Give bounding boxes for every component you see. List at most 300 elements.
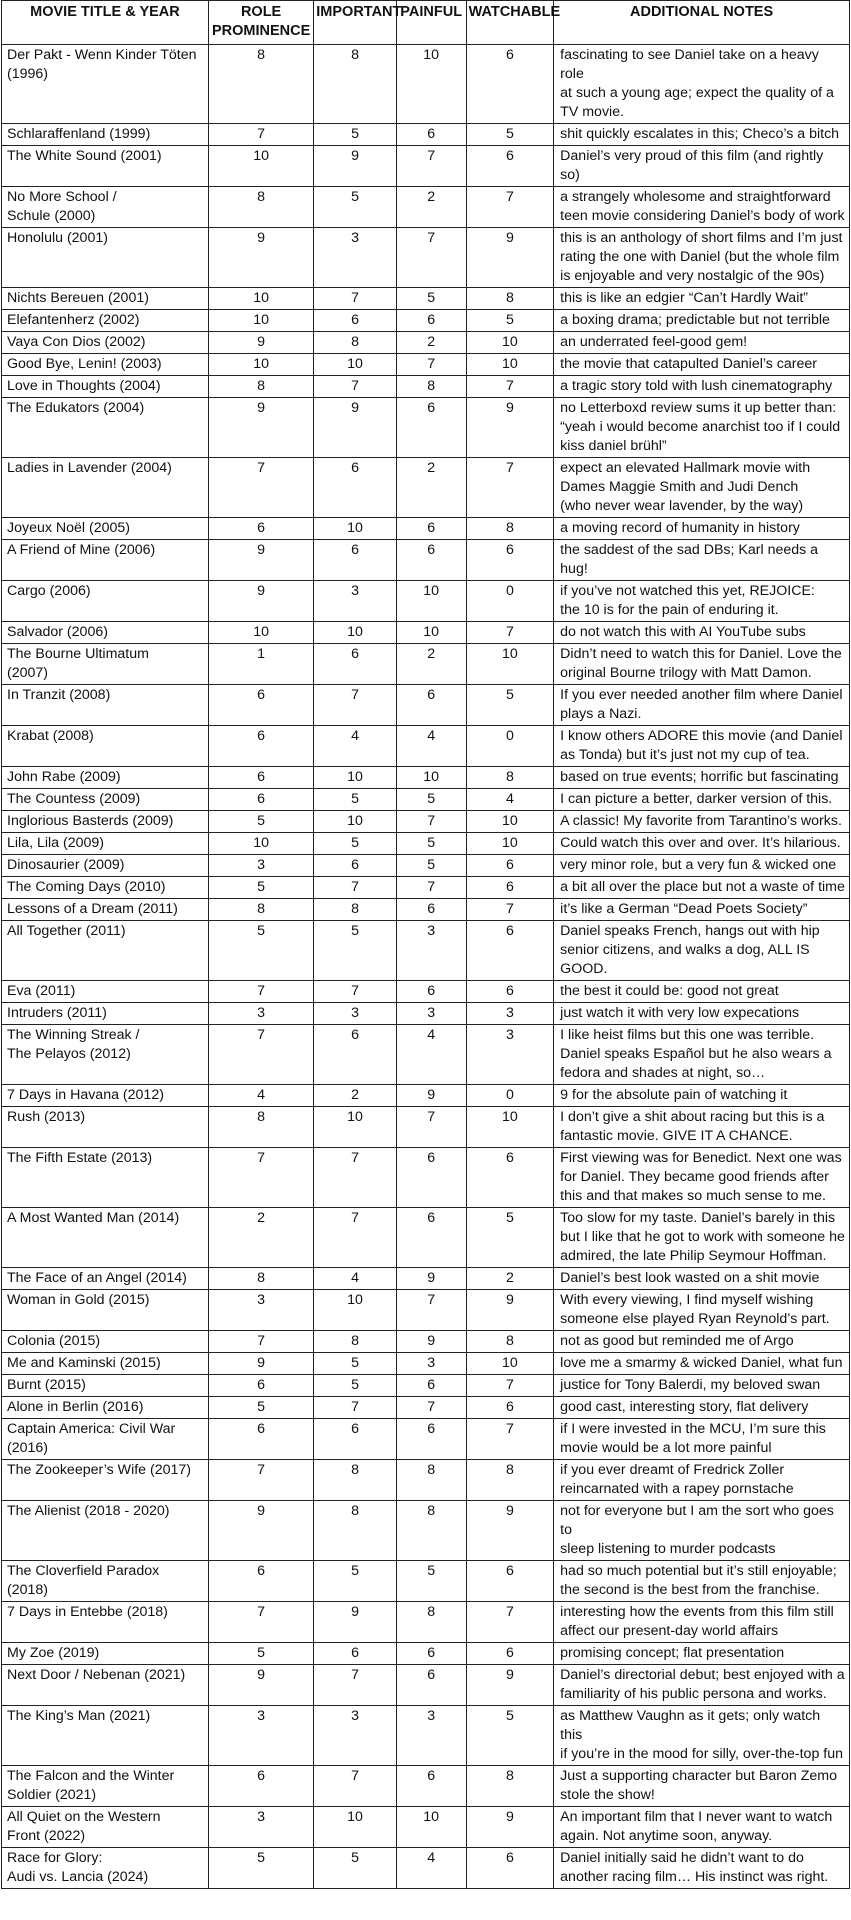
role-prominence-cell-text: 8 bbox=[257, 1270, 266, 1286]
painful-cell-text: 7 bbox=[427, 1109, 436, 1125]
role-prominence-cell-text: 3 bbox=[257, 857, 266, 873]
header-role-prominence: ROLE PROMINENCE bbox=[208, 1, 313, 45]
role-prominence-cell-text: 6 bbox=[257, 687, 266, 703]
notes-cell-text: just watch it with very low expecations bbox=[560, 1005, 800, 1021]
watchable-cell-text: 5 bbox=[505, 1708, 514, 1724]
movie-title-cell bbox=[2, 1848, 209, 1889]
table-row bbox=[2, 1807, 850, 1848]
important-cell-text: 10 bbox=[347, 1292, 363, 1308]
role-prominence-cell bbox=[208, 146, 313, 187]
role-prominence-cell bbox=[208, 288, 313, 310]
table-row bbox=[2, 288, 850, 310]
important-cell bbox=[314, 1706, 397, 1766]
notes-cell bbox=[554, 288, 850, 310]
important-cell-text: 8 bbox=[351, 47, 359, 63]
important-cell-text: 5 bbox=[351, 1850, 359, 1866]
movie-title-cell-text: Next Door / Nebenan (2021) bbox=[7, 1667, 186, 1683]
painful-cell-text: 10 bbox=[423, 583, 440, 599]
watchable-cell-text: 10 bbox=[501, 334, 518, 350]
painful-cell-text: 9 bbox=[427, 1333, 436, 1349]
important-cell bbox=[314, 1085, 397, 1107]
important-cell bbox=[314, 1331, 397, 1353]
important-cell bbox=[314, 288, 397, 310]
watchable-cell-text: 6 bbox=[505, 879, 514, 895]
role-prominence-cell bbox=[208, 376, 313, 398]
role-prominence-cell bbox=[208, 1706, 313, 1766]
notes-cell-text: Could watch this over and over. It’s hilarious. bbox=[560, 835, 841, 851]
watchable-cell-text: 9 bbox=[505, 400, 514, 416]
watchable-cell bbox=[466, 1208, 554, 1268]
notes-cell-text: good cast, interesting story, flat delivery bbox=[560, 1399, 809, 1415]
notes-cell bbox=[554, 1268, 850, 1290]
notes-cell bbox=[554, 899, 850, 921]
movie-title-cell-text: Honolulu (2001) bbox=[7, 230, 108, 246]
watchable-cell bbox=[466, 1331, 554, 1353]
movie-title-cell bbox=[2, 1375, 209, 1397]
painful-cell bbox=[396, 1290, 466, 1331]
painful-cell bbox=[396, 1460, 466, 1501]
role-prominence-cell-text: 8 bbox=[257, 1109, 266, 1125]
movie-title-cell bbox=[2, 1460, 209, 1501]
header-watchable: WATCHABLE bbox=[466, 1, 554, 45]
painful-cell bbox=[396, 310, 466, 332]
important-cell bbox=[314, 726, 397, 767]
notes-cell bbox=[554, 1419, 850, 1460]
painful-cell bbox=[396, 726, 466, 767]
movie-title-cell-text: The Countess (2009) bbox=[7, 791, 141, 807]
notes-cell-text: as Matthew Vaughn as it gets; only watch this if you’re in the mood for silly, over-the-top fun bbox=[560, 1708, 843, 1762]
painful-cell-text: 7 bbox=[427, 1399, 436, 1415]
notes-cell bbox=[554, 1460, 850, 1501]
watchable-cell bbox=[466, 228, 554, 288]
painful-cell-text: 6 bbox=[427, 1377, 436, 1393]
important-cell bbox=[314, 921, 397, 981]
table-row bbox=[2, 789, 850, 811]
painful-cell bbox=[396, 1148, 466, 1208]
watchable-cell-text: 6 bbox=[505, 857, 514, 873]
movie-title-cell bbox=[2, 685, 209, 726]
header-row bbox=[2, 1, 850, 45]
important-cell-text: 7 bbox=[351, 983, 359, 999]
movie-title-cell bbox=[2, 540, 209, 581]
watchable-cell bbox=[466, 1460, 554, 1501]
important-cell-text: 10 bbox=[347, 1809, 363, 1825]
painful-cell-text: 6 bbox=[427, 1210, 436, 1226]
role-prominence-cell-text: 6 bbox=[257, 1421, 266, 1437]
role-prominence-cell-text: 9 bbox=[257, 334, 266, 350]
movie-title-cell bbox=[2, 581, 209, 622]
painful-cell bbox=[396, 685, 466, 726]
movie-title-cell-text: Woman in Gold (2015) bbox=[7, 1292, 150, 1308]
painful-cell-text: 7 bbox=[427, 1292, 436, 1308]
movie-title-cell bbox=[2, 726, 209, 767]
important-cell-text: 6 bbox=[351, 460, 359, 476]
table-row bbox=[2, 1397, 850, 1419]
watchable-cell-text: 7 bbox=[505, 901, 514, 917]
important-cell-text: 6 bbox=[351, 542, 359, 558]
movie-title-cell-text: Alone in Berlin (2016) bbox=[7, 1399, 144, 1415]
watchable-cell-text: 3 bbox=[505, 1027, 514, 1043]
painful-cell bbox=[396, 228, 466, 288]
movie-title-cell-text: Elefantenherz (2002) bbox=[7, 312, 140, 328]
movie-title-cell bbox=[2, 1665, 209, 1706]
watchable-cell-text: 2 bbox=[505, 1270, 514, 1286]
painful-cell-text: 4 bbox=[427, 728, 436, 744]
painful-cell bbox=[396, 833, 466, 855]
painful-cell bbox=[396, 1807, 466, 1848]
watchable-cell bbox=[466, 1268, 554, 1290]
role-prominence-cell bbox=[208, 581, 313, 622]
important-cell-text: 7 bbox=[351, 378, 359, 394]
painful-cell-text: 4 bbox=[427, 1850, 436, 1866]
role-prominence-cell bbox=[208, 855, 313, 877]
role-prominence-cell-text: 1 bbox=[257, 646, 266, 662]
painful-cell-text: 2 bbox=[427, 189, 436, 205]
table-row bbox=[2, 1460, 850, 1501]
header-painful: PAINFUL bbox=[396, 1, 466, 45]
important-cell bbox=[314, 540, 397, 581]
important-cell-text: 4 bbox=[351, 728, 359, 744]
notes-cell bbox=[554, 45, 850, 124]
watchable-cell bbox=[466, 811, 554, 833]
important-cell bbox=[314, 1643, 397, 1665]
painful-cell-text: 8 bbox=[427, 1462, 436, 1478]
important-cell-text: 2 bbox=[351, 1087, 359, 1103]
movie-title-cell bbox=[2, 376, 209, 398]
painful-cell bbox=[396, 1602, 466, 1643]
important-cell-text: 5 bbox=[351, 1377, 359, 1393]
watchable-cell-text: 10 bbox=[501, 356, 518, 372]
important-cell bbox=[314, 1353, 397, 1375]
movie-title-cell bbox=[2, 789, 209, 811]
painful-cell bbox=[396, 1375, 466, 1397]
movie-title-cell bbox=[2, 1766, 209, 1807]
notes-cell-text: shit quickly escalates in this; Checo’s a bitch bbox=[560, 126, 840, 142]
important-cell bbox=[314, 1268, 397, 1290]
important-cell bbox=[314, 1848, 397, 1889]
table-row bbox=[2, 1375, 850, 1397]
painful-cell bbox=[396, 124, 466, 146]
movie-title-cell-text: Intruders (2011) bbox=[7, 1005, 107, 1021]
notes-cell bbox=[554, 1085, 850, 1107]
notes-cell-text: the movie that catapulted Daniel’s career bbox=[560, 356, 818, 372]
watchable-cell bbox=[466, 398, 554, 458]
movie-title-cell bbox=[2, 1268, 209, 1290]
important-cell-text: 8 bbox=[351, 901, 359, 917]
movie-title-cell-text: All Quiet on the Western Front (2022) bbox=[7, 1809, 161, 1844]
role-prominence-cell bbox=[208, 1501, 313, 1561]
watchable-cell-text: 6 bbox=[505, 1399, 514, 1415]
notes-cell-text: it’s like a German “Dead Poets Society” bbox=[560, 901, 808, 917]
important-cell bbox=[314, 1375, 397, 1397]
notes-cell-text: I don’t give a shit about racing but this is a fantastic movie. GIVE IT A CHANCE. bbox=[560, 1109, 825, 1144]
table-row bbox=[2, 1848, 850, 1889]
movie-title-cell bbox=[2, 1025, 209, 1085]
movie-title-cell bbox=[2, 1353, 209, 1375]
watchable-cell bbox=[466, 1643, 554, 1665]
important-cell bbox=[314, 622, 397, 644]
notes-cell-text: a boxing drama; predictable but not terrible bbox=[560, 312, 830, 328]
movie-title-cell-text: 7 Days in Entebbe (2018) bbox=[7, 1604, 168, 1620]
important-cell-text: 10 bbox=[347, 624, 363, 640]
important-cell bbox=[314, 899, 397, 921]
painful-cell-text: 4 bbox=[427, 1027, 436, 1043]
watchable-cell-text: 7 bbox=[505, 189, 514, 205]
table-row bbox=[2, 726, 850, 767]
important-cell bbox=[314, 644, 397, 685]
movie-title-cell-text: Dinosaurier (2009) bbox=[7, 857, 125, 873]
painful-cell-text: 6 bbox=[427, 1667, 436, 1683]
notes-cell-text: this is like an edgier “Can’t Hardly Wait” bbox=[560, 290, 809, 306]
notes-cell-text: justice for Tony Balerdi, my beloved swan bbox=[560, 1377, 821, 1393]
notes-cell bbox=[554, 981, 850, 1003]
role-prominence-cell-text: 5 bbox=[257, 1399, 266, 1415]
important-cell-text: 9 bbox=[351, 400, 359, 416]
role-prominence-cell-text: 4 bbox=[257, 1087, 266, 1103]
notes-cell bbox=[554, 1766, 850, 1807]
important-cell bbox=[314, 685, 397, 726]
watchable-cell bbox=[466, 288, 554, 310]
role-prominence-cell-text: 6 bbox=[257, 791, 266, 807]
movie-title-cell-text: Joyeux Noël (2005) bbox=[7, 520, 131, 536]
table-header bbox=[2, 1, 850, 45]
movie-title-cell bbox=[2, 124, 209, 146]
movie-title-cell-text: Ladies in Lavender (2004) bbox=[7, 460, 172, 476]
painful-cell bbox=[396, 622, 466, 644]
movie-title-cell bbox=[2, 1602, 209, 1643]
notes-cell-text: not for everyone but I am the sort who goes to sleep listening to murder podcasts bbox=[560, 1503, 834, 1557]
painful-cell bbox=[396, 45, 466, 124]
role-prominence-cell bbox=[208, 332, 313, 354]
movie-title-cell bbox=[2, 921, 209, 981]
painful-cell bbox=[396, 146, 466, 187]
important-cell bbox=[314, 1397, 397, 1419]
movie-title-cell bbox=[2, 458, 209, 518]
watchable-cell bbox=[466, 981, 554, 1003]
watchable-cell-text: 9 bbox=[505, 1667, 514, 1683]
painful-cell-text: 7 bbox=[427, 879, 436, 895]
important-cell bbox=[314, 518, 397, 540]
important-cell bbox=[314, 877, 397, 899]
painful-cell-text: 9 bbox=[427, 1087, 436, 1103]
role-prominence-cell bbox=[208, 1848, 313, 1889]
notes-cell bbox=[554, 644, 850, 685]
table-row bbox=[2, 518, 850, 540]
notes-cell bbox=[554, 332, 850, 354]
watchable-cell-text: 10 bbox=[501, 646, 518, 662]
important-cell-text: 8 bbox=[351, 1333, 359, 1349]
table-row bbox=[2, 1148, 850, 1208]
important-cell bbox=[314, 228, 397, 288]
table-row bbox=[2, 644, 850, 685]
role-prominence-cell-text: 8 bbox=[257, 47, 266, 63]
role-prominence-cell-text: 3 bbox=[257, 1292, 266, 1308]
important-cell bbox=[314, 45, 397, 124]
role-prominence-cell bbox=[208, 767, 313, 789]
notes-cell bbox=[554, 622, 850, 644]
role-prominence-cell-text: 6 bbox=[257, 1768, 266, 1784]
notes-cell-text: Just a supporting character but Baron Zemo stole the show! bbox=[560, 1768, 837, 1803]
table-row bbox=[2, 228, 850, 288]
watchable-cell-text: 8 bbox=[505, 769, 514, 785]
important-cell bbox=[314, 1003, 397, 1025]
role-prominence-cell bbox=[208, 877, 313, 899]
painful-cell bbox=[396, 855, 466, 877]
notes-cell-text: Daniel’s best look wasted on a shit movie bbox=[560, 1270, 820, 1286]
notes-cell bbox=[554, 1501, 850, 1561]
role-prominence-cell-text: 9 bbox=[257, 230, 266, 246]
important-cell bbox=[314, 767, 397, 789]
notes-cell-text: do not watch this with AI YouTube subs bbox=[560, 624, 806, 640]
role-prominence-cell-text: 9 bbox=[257, 542, 266, 558]
notes-cell bbox=[554, 187, 850, 228]
role-prominence-cell bbox=[208, 1085, 313, 1107]
notes-cell-text: With every viewing, I find myself wishing someone else played Ryan Reynold’s part. bbox=[560, 1292, 830, 1327]
table-row bbox=[2, 899, 850, 921]
movie-title-cell bbox=[2, 899, 209, 921]
important-cell-text: 8 bbox=[351, 1462, 359, 1478]
watchable-cell-text: 7 bbox=[505, 1604, 514, 1620]
movie-title-cell-text: Eva (2011) bbox=[7, 983, 76, 999]
watchable-cell bbox=[466, 1375, 554, 1397]
painful-cell bbox=[396, 921, 466, 981]
role-prominence-cell bbox=[208, 811, 313, 833]
table-row bbox=[2, 376, 850, 398]
watchable-cell-text: 5 bbox=[505, 312, 514, 328]
table-row bbox=[2, 45, 850, 124]
watchable-cell-text: 4 bbox=[505, 791, 514, 807]
painful-cell-text: 6 bbox=[427, 901, 436, 917]
watchable-cell bbox=[466, 1353, 554, 1375]
movie-title-cell bbox=[2, 1501, 209, 1561]
painful-cell-text: 6 bbox=[427, 1421, 436, 1437]
important-cell-text: 5 bbox=[351, 791, 359, 807]
important-cell-text: 4 bbox=[351, 1270, 359, 1286]
important-cell bbox=[314, 789, 397, 811]
table-row bbox=[2, 398, 850, 458]
role-prominence-cell-text: 6 bbox=[257, 769, 266, 785]
table-row bbox=[2, 354, 850, 376]
role-prominence-cell-text: 7 bbox=[257, 1027, 266, 1043]
watchable-cell-text: 0 bbox=[505, 1087, 514, 1103]
important-cell bbox=[314, 581, 397, 622]
watchable-cell-text: 7 bbox=[505, 378, 514, 394]
role-prominence-cell bbox=[208, 789, 313, 811]
painful-cell bbox=[396, 288, 466, 310]
painful-cell-text: 5 bbox=[427, 835, 436, 851]
role-prominence-cell bbox=[208, 518, 313, 540]
notes-cell-text: expect an elevated Hallmark movie with Dames Maggie Smith and Judi Dench (who never wear lavender, by the way) bbox=[560, 460, 811, 514]
painful-cell bbox=[396, 1107, 466, 1148]
watchable-cell-text: 6 bbox=[505, 1645, 514, 1661]
painful-cell bbox=[396, 1848, 466, 1889]
important-cell-text: 10 bbox=[347, 769, 363, 785]
painful-cell-text: 6 bbox=[427, 312, 436, 328]
movie-title-cell-text: Der Pakt - Wenn Kinder Töten (1996) bbox=[7, 47, 197, 82]
painful-cell bbox=[396, 899, 466, 921]
important-cell bbox=[314, 1208, 397, 1268]
notes-cell-text: Daniel speaks French, hangs out with hip senior citizens, and walks a dog, ALL IS GOOD. bbox=[560, 923, 820, 977]
notes-cell-text: if you ever dreamt of Fredrick Zoller reincarnated with a rapey pornstache bbox=[560, 1462, 794, 1497]
important-cell-text: 10 bbox=[347, 520, 363, 536]
watchable-cell-text: 6 bbox=[505, 47, 514, 63]
table-row bbox=[2, 1643, 850, 1665]
movie-title-cell-text: The Edukators (2004) bbox=[7, 400, 145, 416]
movie-title-cell-text: The Falcon and the Winter Soldier (2021) bbox=[7, 1768, 175, 1803]
role-prominence-cell bbox=[208, 458, 313, 518]
table-row bbox=[2, 811, 850, 833]
painful-cell bbox=[396, 1003, 466, 1025]
movie-title-cell bbox=[2, 1107, 209, 1148]
notes-cell-text: promising concept; flat presentation bbox=[560, 1645, 785, 1661]
notes-cell-text: a moving record of humanity in history bbox=[560, 520, 800, 536]
important-cell bbox=[314, 354, 397, 376]
table-row bbox=[2, 1208, 850, 1268]
painful-cell bbox=[396, 540, 466, 581]
movie-title-cell bbox=[2, 332, 209, 354]
painful-cell bbox=[396, 354, 466, 376]
painful-cell-text: 2 bbox=[427, 334, 436, 350]
movie-title-cell-text: No More School / Schule (2000) bbox=[7, 189, 117, 224]
movie-title-cell bbox=[2, 1148, 209, 1208]
role-prominence-cell-text: 3 bbox=[257, 1005, 266, 1021]
movie-title-cell bbox=[2, 644, 209, 685]
table-row bbox=[2, 332, 850, 354]
painful-cell-text: 8 bbox=[427, 378, 436, 394]
painful-cell bbox=[396, 1085, 466, 1107]
watchable-cell bbox=[466, 540, 554, 581]
watchable-cell bbox=[466, 518, 554, 540]
painful-cell-text: 7 bbox=[427, 148, 436, 164]
movie-title-cell-text: The Winning Streak / The Pelayos (2012) bbox=[7, 1027, 140, 1062]
important-cell-text: 7 bbox=[351, 1150, 359, 1166]
movie-title-cell bbox=[2, 981, 209, 1003]
important-cell-text: 7 bbox=[351, 1768, 359, 1784]
watchable-cell-text: 6 bbox=[505, 1850, 514, 1866]
important-cell bbox=[314, 310, 397, 332]
table-row bbox=[2, 458, 850, 518]
role-prominence-cell bbox=[208, 1665, 313, 1706]
watchable-cell-text: 9 bbox=[505, 1809, 514, 1825]
watchable-cell bbox=[466, 1665, 554, 1706]
painful-cell bbox=[396, 1208, 466, 1268]
role-prominence-cell bbox=[208, 1148, 313, 1208]
role-prominence-cell-text: 5 bbox=[257, 1850, 266, 1866]
movie-title-cell-text: Burnt (2015) bbox=[7, 1377, 86, 1393]
notes-cell bbox=[554, 1003, 850, 1025]
movie-title-cell-text: The White Sound (2001) bbox=[7, 148, 162, 164]
notes-cell-text: interesting how the events from this film still affect our present-day world affairs bbox=[560, 1604, 834, 1639]
role-prominence-cell-text: 6 bbox=[257, 1563, 266, 1579]
notes-cell-text: the best it could be: good not great bbox=[560, 983, 779, 999]
notes-cell bbox=[554, 685, 850, 726]
role-prominence-cell-text: 7 bbox=[257, 1604, 266, 1620]
watchable-cell bbox=[466, 332, 554, 354]
movie-title-cell bbox=[2, 398, 209, 458]
movie-title-cell bbox=[2, 354, 209, 376]
role-prominence-cell-text: 7 bbox=[257, 1150, 266, 1166]
notes-cell-text: not as good but reminded me of Argo bbox=[560, 1333, 794, 1349]
movie-title-cell-text: The King’s Man (2021) bbox=[7, 1708, 151, 1724]
role-prominence-cell-text: 9 bbox=[257, 583, 266, 599]
important-cell-text: 6 bbox=[351, 1645, 359, 1661]
important-cell bbox=[314, 1148, 397, 1208]
watchable-cell-text: 7 bbox=[505, 1421, 514, 1437]
watchable-cell bbox=[466, 622, 554, 644]
movie-title-cell bbox=[2, 310, 209, 332]
movie-title-cell-text: Nichts Bereuen (2001) bbox=[7, 290, 149, 306]
role-prominence-cell-text: 7 bbox=[257, 460, 266, 476]
